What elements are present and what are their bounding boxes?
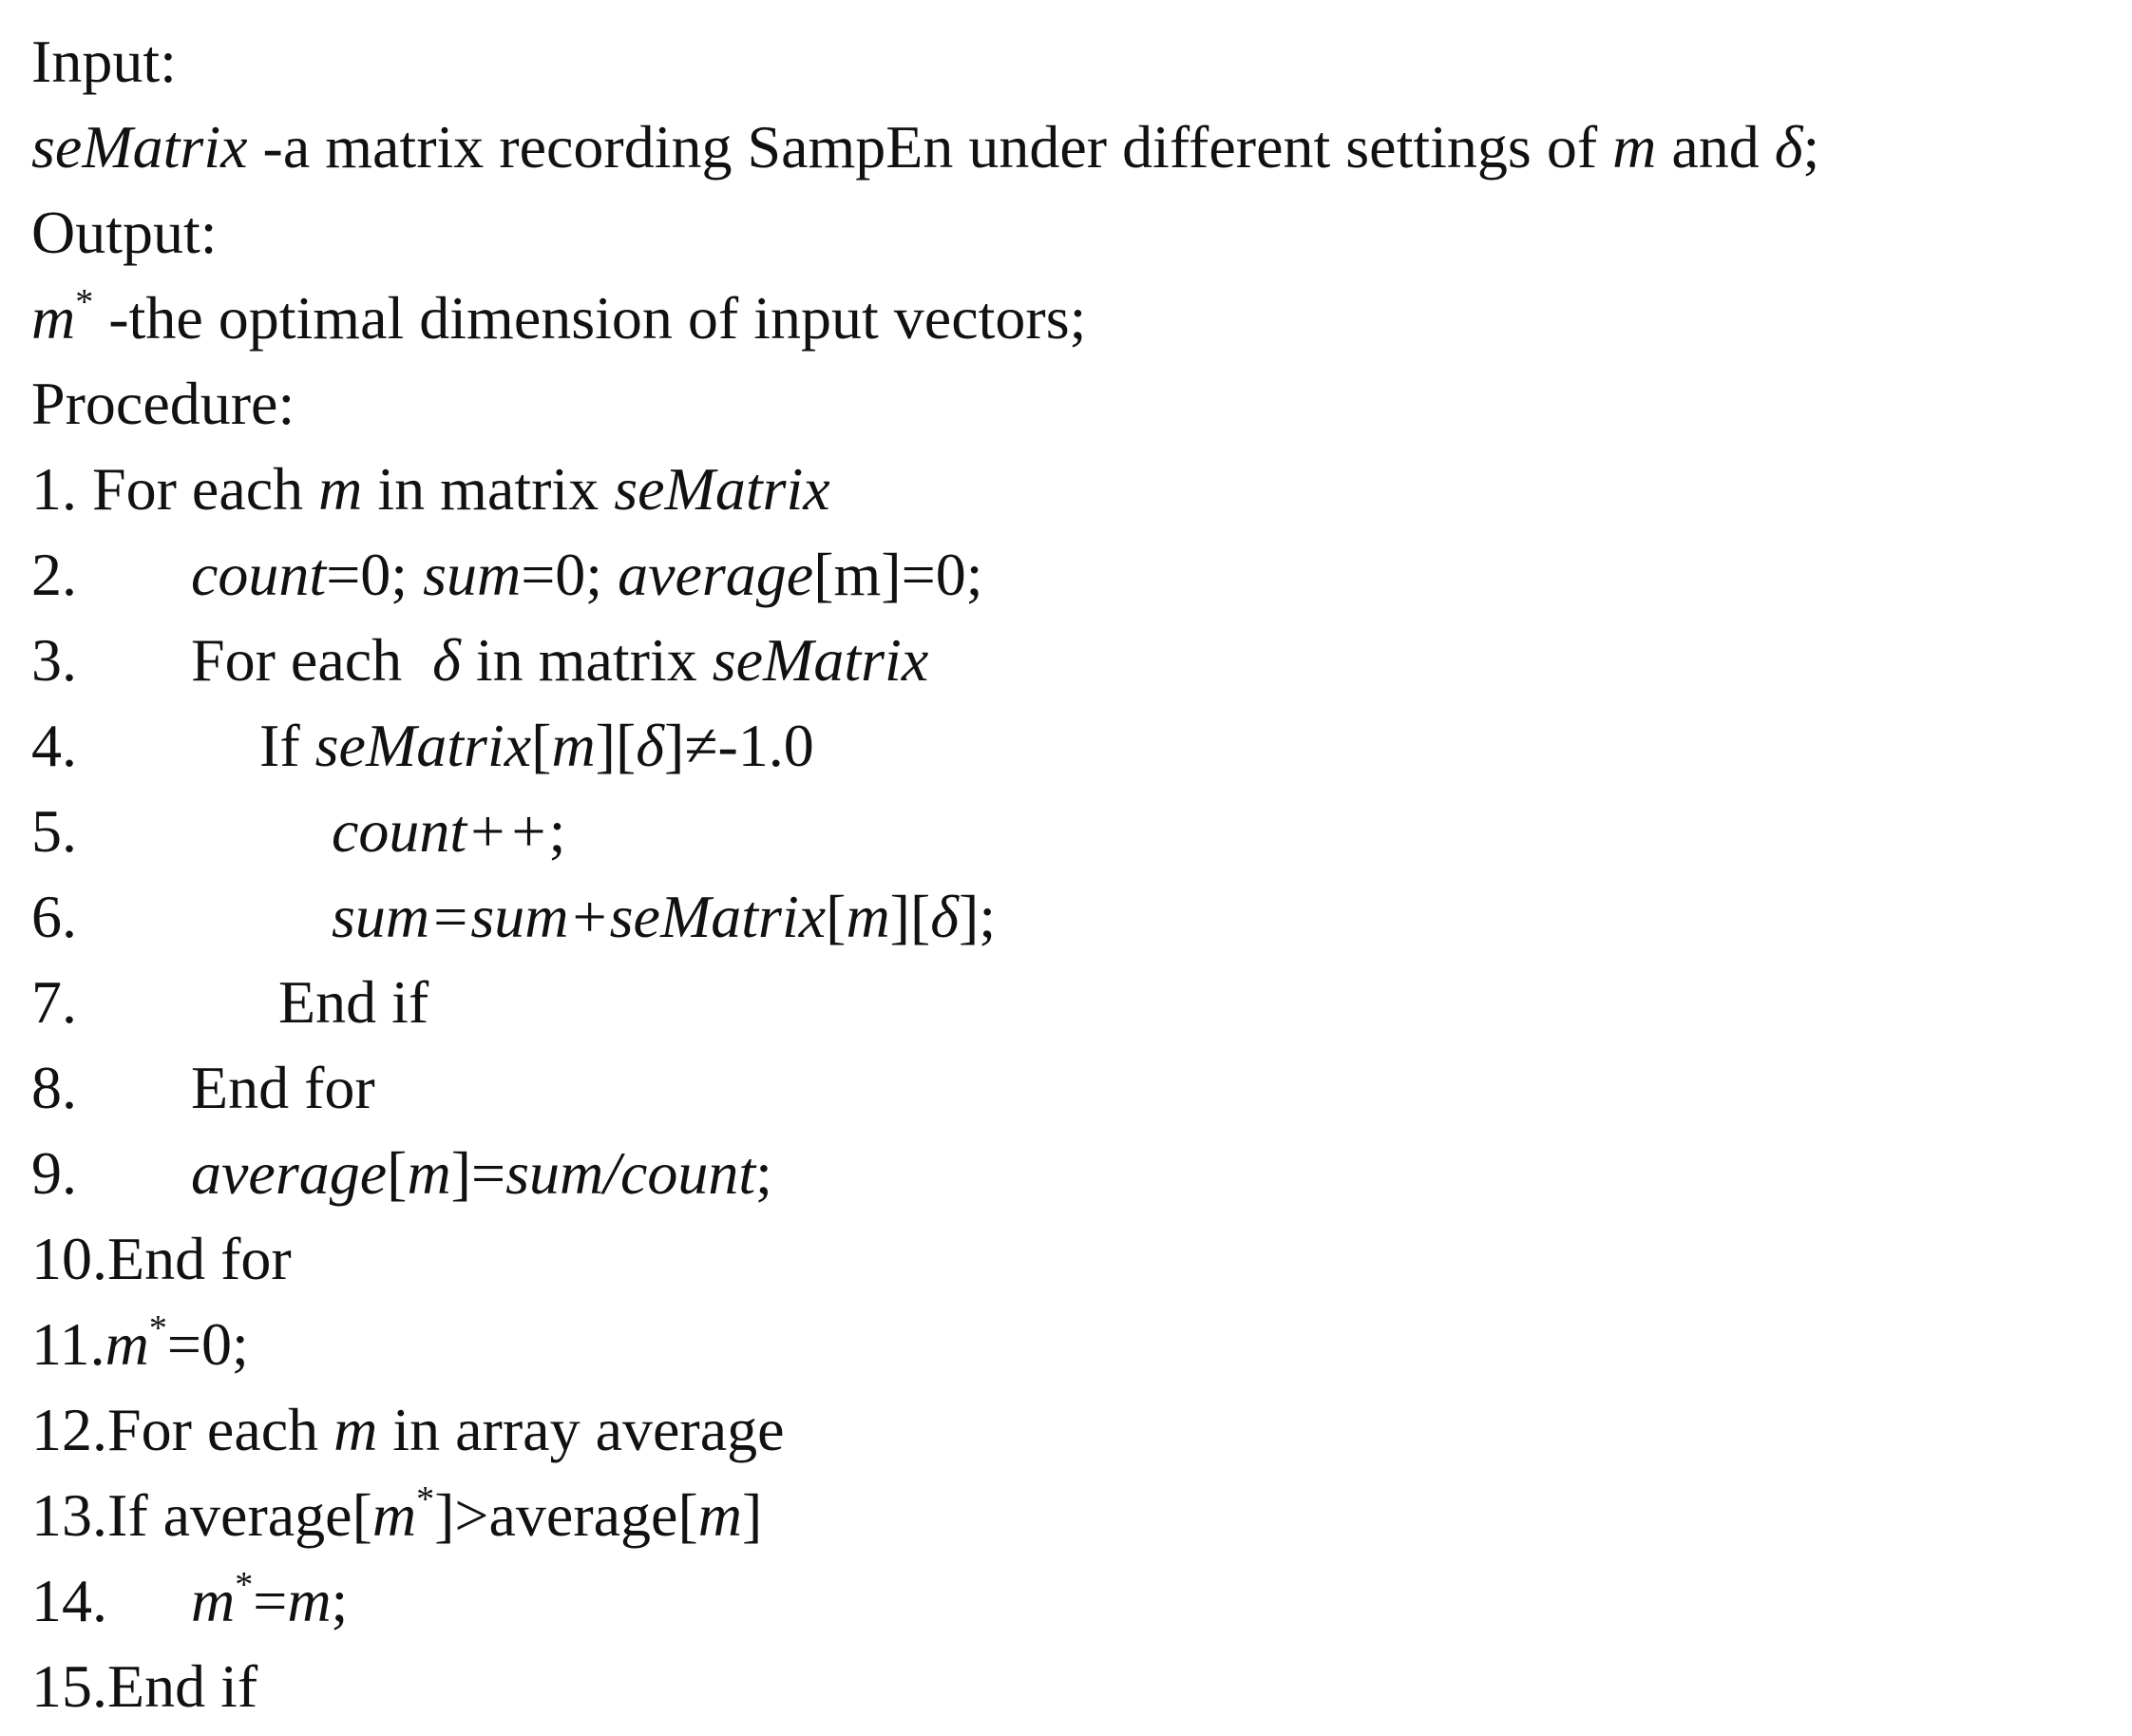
output-description: m* -the optimal dimension of input vectors; — [31, 282, 1087, 352]
step-12: 12.For each m in array average — [31, 1396, 785, 1463]
step-10: 10.End for — [31, 1225, 292, 1292]
step-9: 9. average[m]=sum/count; — [31, 1139, 772, 1207]
step-14: 14. m*=m; — [31, 1565, 349, 1634]
step-4: 4. If seMatrix[m][δ]≠-1.0 — [31, 712, 814, 779]
input-heading: Input: — [31, 28, 177, 95]
step-3: 3. For each δ in matrix seMatrix — [31, 626, 929, 694]
step-1: 1. For each m in matrix seMatrix — [31, 455, 830, 523]
step-5: 5. count++; — [31, 797, 566, 865]
step-8: 8. End for — [31, 1054, 375, 1121]
step-15: 15.End if — [31, 1652, 258, 1720]
procedure-heading: Procedure: — [31, 370, 295, 437]
step-11: 11.m*=0; — [31, 1308, 249, 1378]
input-description: seMatrix -a matrix recording SampEn under different settings of m and δ; — [31, 113, 1820, 181]
step-6: 6. sum=sum+seMatrix[m][δ]; — [31, 883, 997, 950]
step-7: 7. End if — [31, 968, 429, 1036]
step-2: 2. count=0; sum=0; average[m]=0; — [31, 541, 983, 608]
output-heading: Output: — [31, 199, 218, 266]
step-13: 13.If average[m*]>average[m] — [31, 1479, 763, 1549]
